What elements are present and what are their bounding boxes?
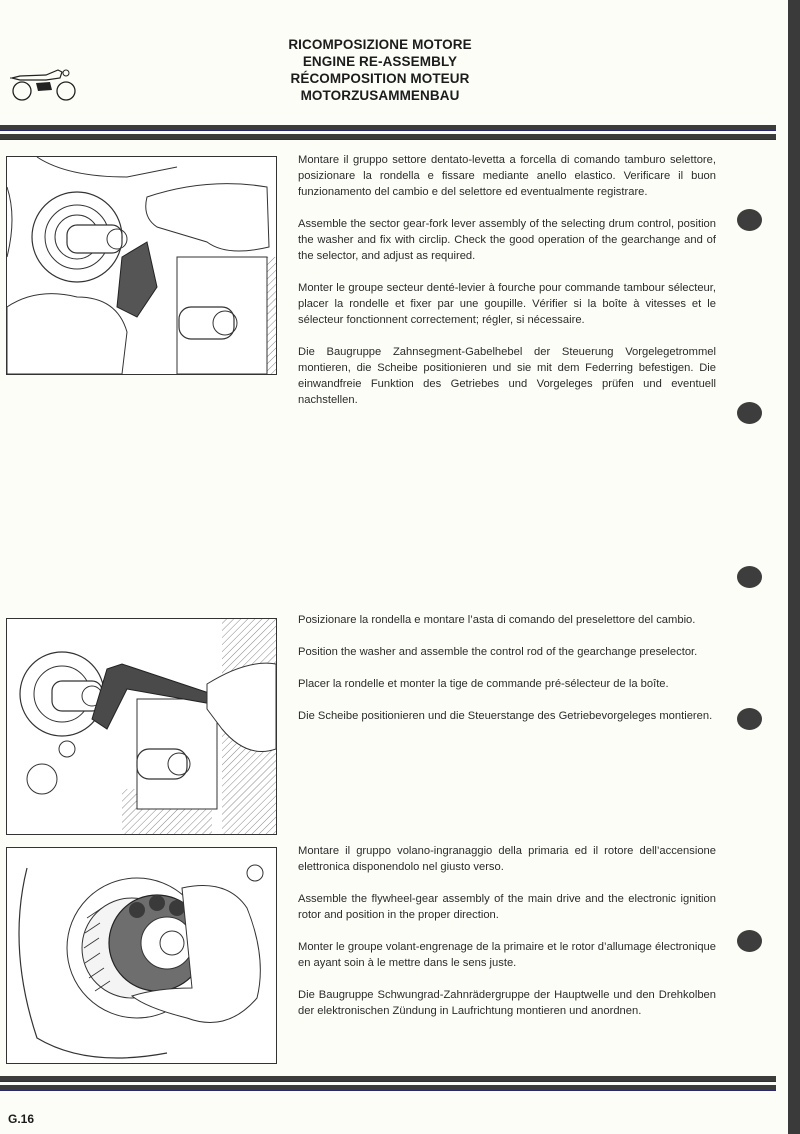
paragraph-german: Die Scheibe positionieren und die Steuerstange des Getriebevorgeleges montieren.	[298, 710, 713, 722]
section-2-text	[298, 612, 716, 724]
title-italian: RICOMPOSIZIONE MOTORE	[288, 37, 472, 52]
paragraph-english: Assemble the sector gear-fork lever assembly of the selecting drum control, position the washer and fix with circlip. Check the good operation of the gearchange and of the selector, and adjust as required.	[298, 218, 716, 262]
punch-hole	[737, 566, 762, 588]
title-english: ENGINE RE-ASSEMBLY	[302, 54, 458, 69]
motorcycle-icon	[6, 64, 76, 104]
punch-hole	[737, 209, 762, 231]
paragraph-italian: Montare il gruppo volano-ingranaggio della primaria ed il rotore dell’accensione elettronica disponendolo nel giusto verso.	[298, 845, 716, 873]
header-rule-top	[0, 125, 776, 131]
flywheel-gear-rotor-illustration	[6, 847, 277, 1064]
paragraph-italian: Posizionare la rondella e montare l’asta di comando del preselettore del cambio.	[298, 614, 696, 626]
page-title	[250, 36, 510, 104]
section-3-text	[298, 843, 716, 1019]
paragraph-italian: Montare il gruppo settore dentato-levetta a forcella di comando tamburo selettore, posizionare la rondella e fissare mediante anello elastico. Verificare il buon funzionamento del cambio e del selettore ed eventualmente registrare.	[298, 154, 716, 198]
title-french: RÉCOMPOSITION MOTEUR	[290, 71, 470, 86]
punch-hole	[737, 930, 762, 952]
title-german: MOTORZUSAMMENBAU	[300, 88, 460, 103]
gear-selector-lever-assembly-illustration	[6, 156, 277, 375]
punch-hole	[737, 708, 762, 730]
paragraph-english: Position the washer and assemble the control rod of the gearchange preselector.	[298, 646, 698, 658]
page-edge-shadow	[788, 0, 800, 1134]
paragraph-german: Die Baugruppe Schwungrad-Zahnrädergruppe der Hauptwelle und den Drehkolben der elektronischen Zündung in Laufrichtung montieren und anordnen.	[298, 989, 716, 1017]
gearchange-control-rod-illustration	[6, 618, 277, 835]
paragraph-french: Placer la rondelle et monter la tige de commande pré-sélecteur de la boîte.	[298, 678, 669, 690]
footer-rule-bottom	[0, 1085, 776, 1091]
header-rule-bottom	[0, 134, 776, 140]
paragraph-english: Assemble the flywheel-gear assembly of the main drive and the electronic ignition rotor and position in the proper direction.	[298, 893, 716, 921]
punch-hole	[737, 402, 762, 424]
footer-rule-top	[0, 1076, 776, 1082]
page-number: G.16	[8, 1112, 35, 1126]
paragraph-german: Die Baugruppe Zahnsegment-Gabelhebel der Steuerung Vorgelegetrommel montieren, die Scheibe positionieren und sie mit dem Federring befestigen. Die einwandfreie Funktion des Getriebes und Vorgeleges prüfen und eventuell nachstellen.	[298, 346, 716, 406]
section-1-text	[298, 152, 716, 408]
paragraph-french: Monter le groupe volant-engrenage de la primaire et le rotor d’allumage électronique en ayant soin à le mettre dans le sens juste.	[298, 941, 716, 969]
paragraph-french: Monter le groupe secteur denté-levier à fourche pour commande tambour sélecteur, placer la rondelle et fixer par une goupille. Vérifier si la boîte à vitesses et le sélecteur fonctionnent correctement; régler, si nécessaire.	[298, 282, 716, 326]
